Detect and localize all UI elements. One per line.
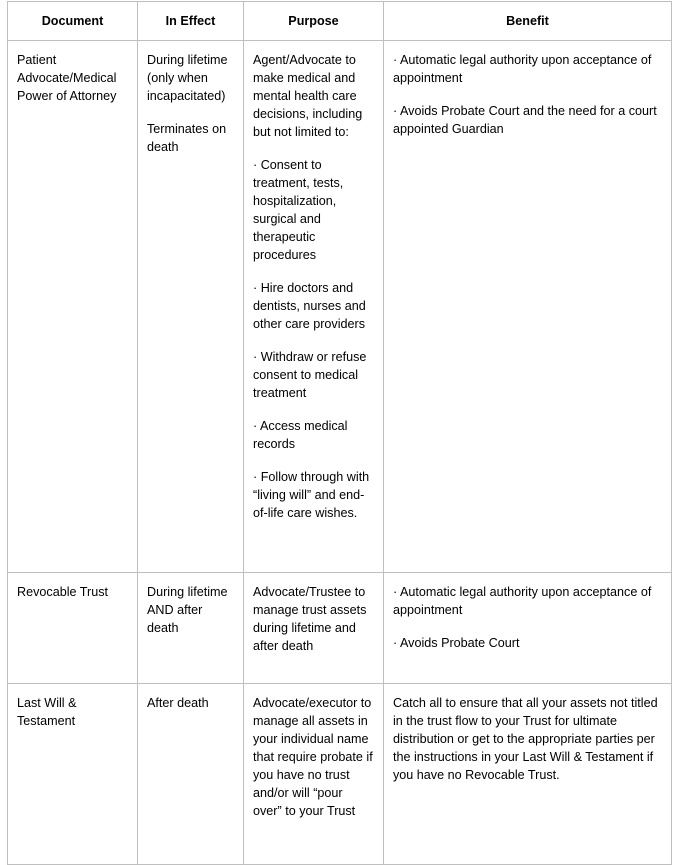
header-document: Document	[8, 2, 138, 41]
cell-bullet: · Withdraw or refuse consent to medical treatment	[253, 350, 367, 400]
cell-text: After death	[147, 696, 209, 710]
cell-benefit	[384, 41, 672, 573]
cell-text: Agent/Advocate to make medical and mental health care decisions, including but not limited to:	[253, 53, 363, 139]
table-row-revocable-trust	[8, 573, 672, 684]
cell-bullet: · Avoids Probate Court and the need for a court appointed Guardian	[393, 104, 657, 136]
estate-documents-table	[7, 1, 672, 865]
cell-text: During lifetime (only when incapacitated)	[147, 53, 228, 103]
cell-text: Advocate/executor to manage all assets in your individual name that require probate if you have no trust and/or will “pour over” to your Trust	[253, 696, 373, 818]
table-row-patient-advocate	[8, 41, 672, 573]
cell-text: Terminates on death	[147, 122, 227, 154]
cell-text: During lifetime AND after death	[147, 585, 228, 635]
cell-bullet: · Access medical records	[253, 419, 348, 451]
cell-purpose	[244, 573, 384, 684]
cell-document	[8, 573, 138, 684]
cell-benefit	[384, 573, 672, 684]
cell-benefit	[384, 684, 672, 865]
header-benefit: Benefit	[384, 2, 672, 41]
cell-document	[8, 41, 138, 573]
header-row	[8, 2, 672, 41]
cell-in-effect	[138, 573, 244, 684]
cell-bullet: · Follow through with “living will” and end-of-life care wishes.	[253, 470, 370, 520]
cell-document	[8, 684, 138, 865]
header-in-effect: In Effect	[138, 2, 244, 41]
cell-in-effect	[138, 684, 244, 865]
cell-text: Catch all to ensure that all your assets not titled in the trust flow to your Trust for ultimate distribution or get to the appropriate parties per the instructions in your Last Will & Testament if you have no Revocable Trust.	[393, 696, 658, 782]
cell-text: Patient Advocate/Medical Power of Attorney	[17, 53, 117, 103]
header-purpose: Purpose	[244, 2, 384, 41]
cell-bullet: · Hire doctors and dentists, nurses and other care providers	[253, 281, 366, 331]
cell-text: Advocate/Trustee to manage trust assets during lifetime and after death	[253, 585, 367, 653]
cell-purpose	[244, 41, 384, 573]
cell-purpose	[244, 684, 384, 865]
cell-text: Revocable Trust	[17, 585, 108, 599]
cell-text: Last Will & Testament	[17, 696, 77, 728]
cell-bullet: · Consent to treatment, tests, hospitalization, surgical and therapeutic procedures	[253, 158, 344, 262]
cell-bullet: · Automatic legal authority upon acceptance of appointment	[393, 53, 652, 85]
cell-in-effect	[138, 41, 244, 573]
cell-bullet: · Automatic legal authority upon acceptance of appointment	[393, 585, 652, 617]
cell-bullet: · Avoids Probate Court	[393, 636, 520, 650]
table-row-last-will	[8, 684, 672, 865]
